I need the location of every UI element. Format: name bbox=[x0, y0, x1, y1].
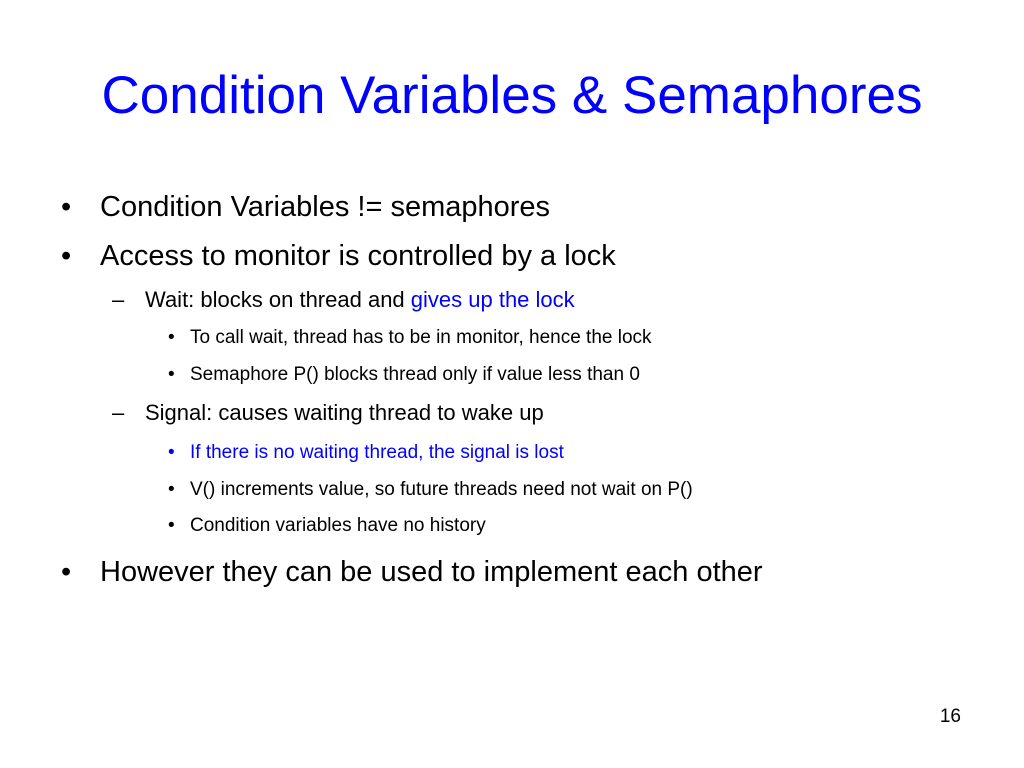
sub-sub-bullet-item bbox=[168, 514, 486, 538]
sub-sub-bullet-item bbox=[168, 326, 652, 350]
sub-bullet-item bbox=[112, 286, 575, 314]
slide-title: Condition Variables & Semaphores bbox=[101, 66, 923, 125]
bullet-marker: • bbox=[168, 442, 175, 463]
bullet-text: Condition Variables != semaphores bbox=[100, 191, 551, 223]
bullet-text: Access to monitor is controlled by a lock bbox=[100, 240, 616, 272]
sub-sub-bullet-text: If there is no waiting thread, the signal is lost bbox=[190, 442, 564, 463]
sub-sub-bullet-item bbox=[168, 478, 693, 502]
bullet-marker: • bbox=[61, 556, 72, 588]
highlighted-text: gives up the lock bbox=[410, 287, 575, 312]
bullet-marker: • bbox=[168, 515, 175, 536]
sub-sub-bullet-text: V() increments value, so future threads need not wait on P() bbox=[190, 479, 693, 500]
bullet-item bbox=[61, 189, 551, 225]
bullet-item bbox=[61, 554, 763, 590]
dash-marker: – bbox=[112, 400, 125, 425]
sub-bullet-item bbox=[112, 399, 544, 427]
page-number: 16 bbox=[939, 706, 961, 727]
bullet-item bbox=[61, 238, 616, 274]
dash-marker: – bbox=[112, 287, 125, 312]
bullet-marker: • bbox=[168, 327, 175, 348]
sub-sub-bullet-text: Condition variables have no history bbox=[190, 515, 486, 536]
sub-sub-bullet-text: To call wait, thread has to be in monitor, hence the lock bbox=[190, 327, 652, 348]
bullet-marker: • bbox=[168, 364, 175, 385]
bullet-text: However they can be used to implement each other bbox=[100, 556, 763, 588]
sub-sub-bullet-item bbox=[168, 441, 564, 465]
sub-sub-bullet-text: Semaphore P() blocks thread only if value less than 0 bbox=[190, 364, 640, 385]
sub-sub-bullet-item bbox=[168, 363, 640, 387]
sub-bullet-text: Signal: causes waiting thread to wake up bbox=[145, 400, 544, 425]
bullet-marker: • bbox=[168, 479, 175, 500]
bullet-marker: • bbox=[61, 191, 72, 223]
bullet-marker: • bbox=[61, 240, 72, 272]
sub-bullet-text: Wait: blocks on thread and bbox=[145, 287, 411, 312]
